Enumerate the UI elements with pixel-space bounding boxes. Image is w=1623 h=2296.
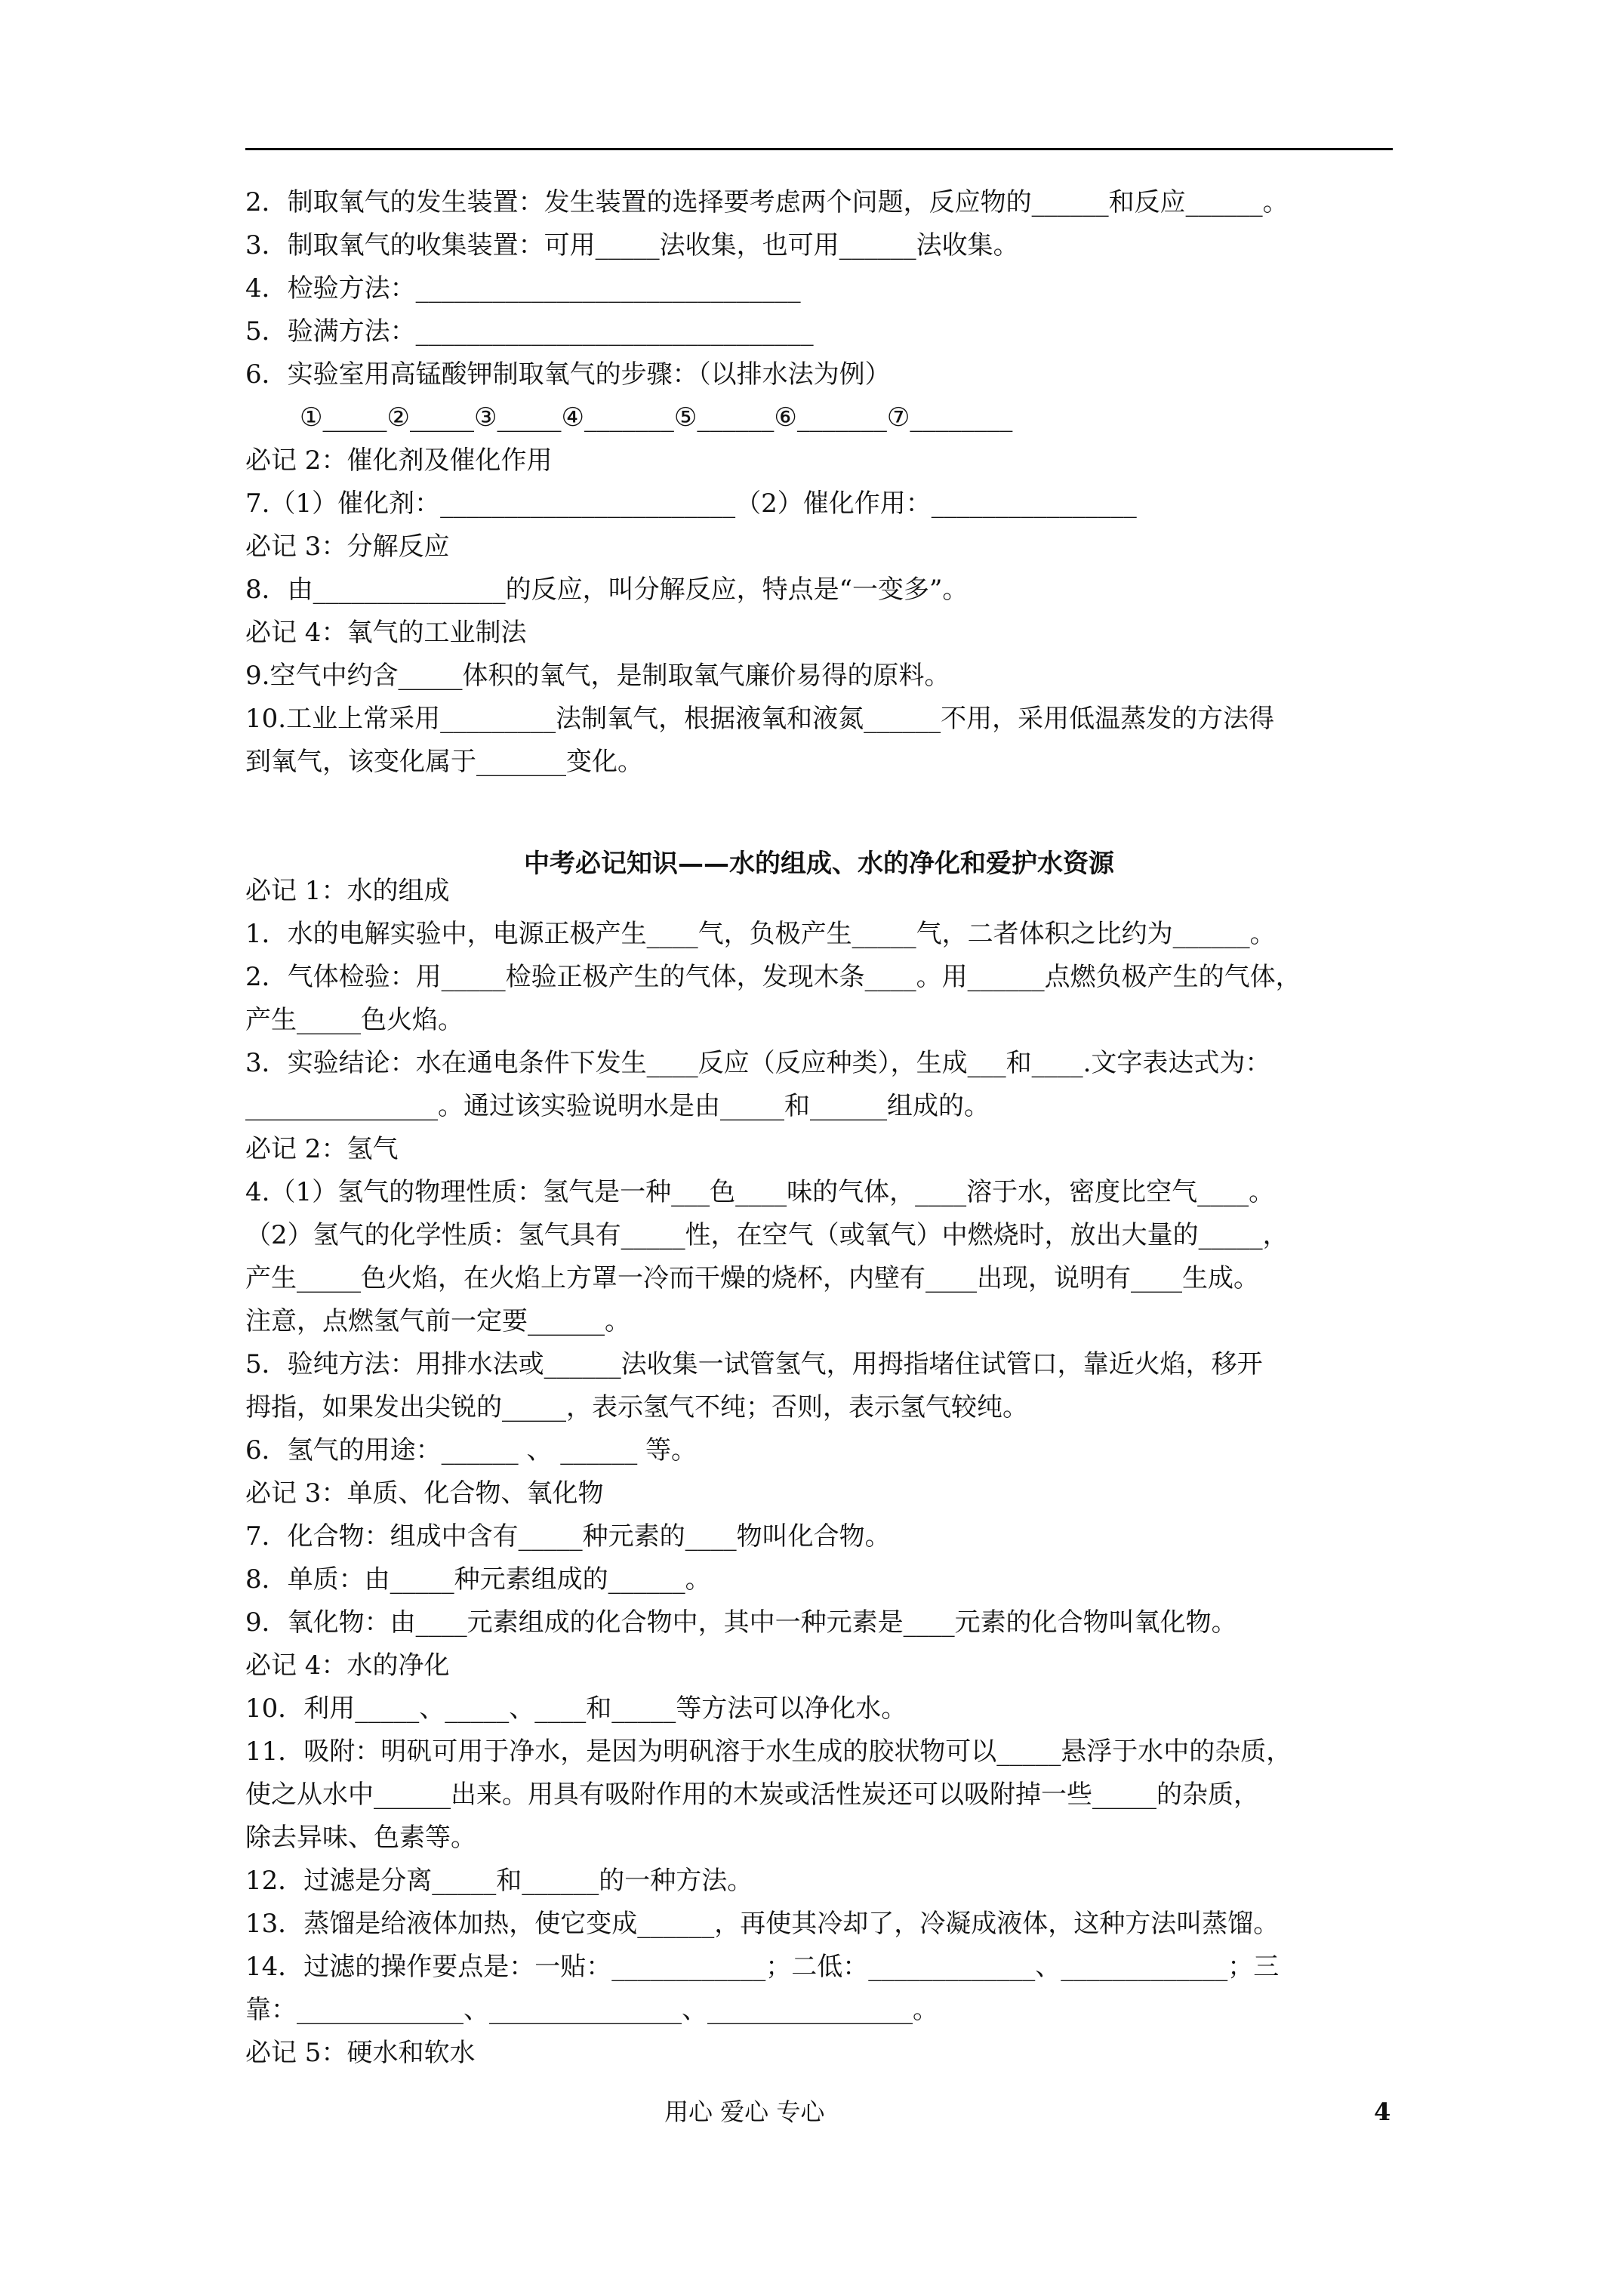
text-line: 6．氢气的用途：______ 、 ______ 等。 <box>245 1435 698 1465</box>
text-line: 11．吸附：明矾可用于净水，是因为明矾溶于水生成的胶状物可以_____悬浮于水中的杂质， <box>245 1737 1292 1767</box>
text-line: 必记 3：单质、化合物、氧化物 <box>245 1478 604 1509</box>
text-line: 3．制取氧气的收集装置：可用_____法收集，也可用______法收集。 <box>245 230 1019 260</box>
text-line: 靠：_____________、_______________、________________。 <box>245 1995 938 2025</box>
text-line: 2．气体检验：用_____检验正极产生的气体，发现木条____。用______点燃负极产生的气体， <box>245 962 1301 992</box>
text-line: 12．过滤是分离_____和______的一种方法。 <box>245 1866 753 1896</box>
text-line: 9．氧化物：由____元素组成的化合物中，其中一种元素是____元素的化合物叫氧化物。 <box>245 1607 1237 1638</box>
text-line: 5．验满方法：_______________________________ <box>245 316 814 347</box>
text-line: 到氧气，该变化属于_______变化。 <box>245 747 643 777</box>
text-line: 必记 3：分解反应 <box>245 532 450 562</box>
text-line: 14．过滤的操作要点是：一贴：____________；二低：_____________、_____________；三 <box>245 1952 1280 1982</box>
text-line: 除去异味、色素等。 <box>245 1823 476 1853</box>
text-line: 7．化合物：组成中含有_____种元素的____物叫化合物。 <box>245 1521 891 1552</box>
text-line: 产生_____色火焰，在火焰上方罩一冷而干燥的烧杯，内壁有____出现，说明有____生成。 <box>245 1263 1259 1293</box>
text-line: 必记 5：硬水和软水 <box>245 2038 476 2068</box>
text-line: 9.空气中约含_____体积的氧气，是制取氧气廉价易得的原料。 <box>245 661 950 691</box>
text-line: 5．验纯方法：用排水法或______法收集一试管氢气，用拇指堵住试管口，靠近火焰，移开 <box>245 1349 1263 1379</box>
text-line: 1．水的电解实验中，电源正极产生____气，负极产生_____气，二者体积之比约为______。 <box>245 919 1276 949</box>
text-line: 使之从水中______出来。用具有吸附作用的木炭或活性炭还可以吸附掉一些_____的杂质， <box>245 1780 1259 1810</box>
text-line: 10.工业上常采用_________法制氧气，根据液氧和液氮______不用，采用低温蒸发的方法得 <box>245 704 1275 734</box>
text-line: 注意，点燃氢气前一定要______。 <box>245 1306 630 1336</box>
text-line: 必记 4：氧气的工业制法 <box>245 618 527 648</box>
text-line: 13．蒸馏是给液体加热，使它变成______，再使其冷却了，冷凝成液体，这种方法叫蒸馏。 <box>245 1909 1280 1939</box>
text-line: 8．由_______________的反应，叫分解反应，特点是“一变多”。 <box>245 575 969 605</box>
text-line: 8．单质：由_____种元素组成的______。 <box>245 1564 711 1595</box>
text-line: _______________。通过该实验说明水是由_____和______组成的。 <box>245 1091 990 1121</box>
text-line: 必记 2：催化剂及催化作用 <box>245 445 553 476</box>
text-line: 4.（1）氢气的物理性质：氢气是一种___色____味的气体，____溶于水，密度比空气____。 <box>245 1177 1275 1207</box>
text-line: 6．实验室用高锰酸钾制取氧气的步骤：（以排水法为例） <box>245 359 891 390</box>
text-line: （2）氢气的化学性质：氢气具有_____性，在空气（或氧气）中燃烧时，放出大量的_____， <box>245 1220 1289 1250</box>
text-line: 必记 4：水的净化 <box>245 1650 450 1681</box>
text-line: 3．实验结论：水在通电条件下发生____反应（反应种类），生成___和____.文字表达式为： <box>245 1048 1271 1078</box>
text-line: 2．制取氧气的发生装置：发生装置的选择要考虑两个问题，反应物的______和反应______。 <box>245 187 1289 217</box>
text-line: 10．利用_____、_____、____和_____等方法可以净化水。 <box>245 1693 907 1724</box>
footer-motto: 用心 爱心 专心 <box>664 2097 825 2126</box>
text-line: 产生_____色火焰。 <box>245 1005 463 1035</box>
text-line: 必记 2：氢气 <box>245 1134 399 1164</box>
header-rule <box>245 148 1393 150</box>
text-line: 拇指，如果发出尖锐的_____，表示氢气不纯；否则，表示氢气较纯。 <box>245 1392 1028 1422</box>
section-title: 中考必记知识——水的组成、水的净化和爱护水资源 <box>524 849 1114 879</box>
text-line: 必记 1：水的组成 <box>245 876 450 906</box>
text-line: ①_____②_____③_____④_______⑤______⑥_______⑦________ <box>300 402 1013 433</box>
text-line: 7.（1）催化剂：_______________________（2）催化作用：________________ <box>245 488 1137 519</box>
text-line: 4．检验方法：______________________________ <box>245 273 801 304</box>
page-number: 4 <box>1374 2097 1391 2126</box>
